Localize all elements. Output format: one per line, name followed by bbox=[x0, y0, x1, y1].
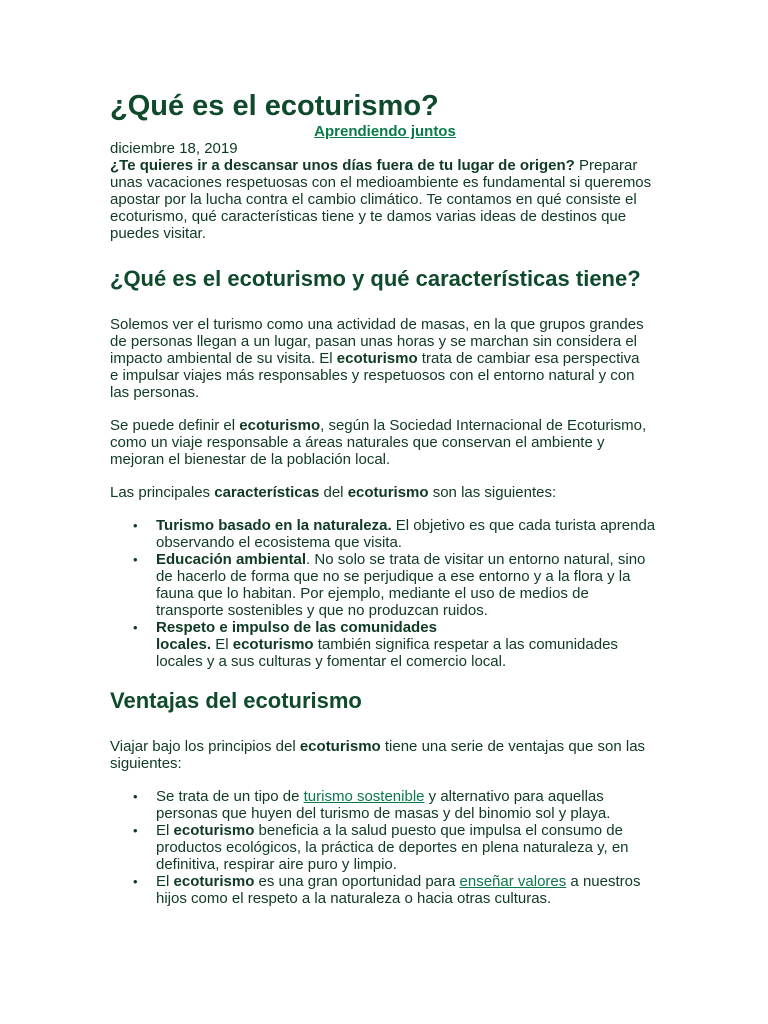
text: Se trata de un tipo de bbox=[156, 788, 304, 805]
teach-values-link[interactable]: enseñar valores bbox=[459, 873, 567, 890]
advantages-list bbox=[110, 788, 656, 907]
author-link[interactable]: Aprendiendo juntos bbox=[314, 123, 456, 140]
section1-paragraph-1 bbox=[110, 316, 650, 401]
text: . No solo se trata de visitar un entorno natural, sino de hacerlo de forma que no se perjudique a ese entorno y a la flora y la fauna que lo habitan. Por ejemplo, mediante el uso de medios de transporte sostenibles y que no produzcan ruidos. bbox=[156, 551, 646, 619]
text: El bbox=[156, 822, 174, 839]
intro-bold: ¿Te quieres ir a descansar unos días fuera de tu lugar de origen? bbox=[110, 157, 575, 174]
text: y alternativo para aquellas personas que huyen del turismo de masas y del binomio sol y playa. bbox=[156, 788, 611, 822]
bold-term: ecoturismo bbox=[347, 484, 429, 501]
list-item bbox=[133, 619, 656, 670]
text: Las principales bbox=[110, 484, 215, 501]
bold-term: Turismo basado en la naturaleza. bbox=[156, 517, 392, 534]
list-item bbox=[133, 517, 656, 551]
section2-paragraph-1 bbox=[110, 738, 650, 772]
text: es una gran oportunidad para bbox=[254, 873, 460, 890]
section1-paragraph-3 bbox=[110, 484, 650, 501]
list-item bbox=[133, 873, 656, 907]
bullet-icon: • bbox=[133, 518, 138, 533]
publish-date: diciembre 18, 2019 bbox=[110, 140, 238, 157]
bold-term: Respeto e impulso de las comunidades bbox=[156, 619, 437, 636]
text: , según la Sociedad Internacional de Ecoturismo, como un viaje responsable a áreas naturales que conservan el ambiente y mejoran el bienestar de la población local. bbox=[110, 417, 647, 468]
bold-term: locales. bbox=[156, 636, 212, 653]
list-item bbox=[133, 551, 656, 619]
text: trata de cambiar esa perspectiva e impulsar viajes más responsables y respetuosos con el entorno natural y con las personas. bbox=[110, 350, 640, 401]
bold-term: ecoturismo bbox=[299, 738, 381, 755]
section-heading-advantages: Ventajas del ecoturismo bbox=[110, 688, 362, 713]
bold-term: Educación ambiental bbox=[156, 551, 307, 568]
text: beneficia a la salud puesto que impulsa el consumo de productos ecológicos, la práctica de deportes en plena naturaleza y, en definitiva, respirar aire puro y limpio. bbox=[156, 822, 629, 873]
bullet-icon: • bbox=[133, 823, 138, 838]
text: tiene una serie de ventajas que son las siguientes: bbox=[110, 738, 646, 772]
bold-term: ecoturismo bbox=[173, 822, 255, 839]
bullet-icon: • bbox=[133, 620, 138, 635]
bullet-icon: • bbox=[133, 552, 138, 567]
bold-term: ecoturismo bbox=[336, 350, 418, 367]
bold-term: ecoturismo bbox=[232, 636, 314, 653]
bold-term: ecoturismo bbox=[239, 417, 321, 434]
text: son las siguientes: bbox=[428, 484, 557, 501]
text: El bbox=[156, 873, 174, 890]
page-title: ¿Qué es el ecoturismo? bbox=[110, 90, 439, 122]
characteristics-list bbox=[110, 517, 656, 670]
bullet-icon: • bbox=[133, 789, 138, 804]
text: Se puede definir el bbox=[110, 417, 240, 434]
text: a nuestros hijos como el respeto a la naturaleza o hacia otras culturas. bbox=[156, 873, 641, 907]
section-heading-definition: ¿Qué es el ecoturismo y qué características tiene? bbox=[110, 266, 641, 291]
sustainable-tourism-link[interactable]: turismo sostenible bbox=[303, 788, 425, 805]
intro-paragraph bbox=[110, 157, 658, 242]
section1-paragraph-2 bbox=[110, 417, 650, 468]
bold-term: características bbox=[214, 484, 320, 501]
intro-text: Preparar unas vacaciones respetuosas con el medioambiente es fundamental si queremos apostar por la lucha contra el cambio climático. Te contamos en qué consiste el ecoturismo, qué características tiene y te damos varias ideas de destinos que puedes visitar. bbox=[110, 157, 652, 242]
text: Viajar bajo los principios del bbox=[110, 738, 300, 755]
text: también significa respetar a las comunidades locales y a sus culturas y fomentar el comercio local. bbox=[156, 636, 618, 670]
list-item bbox=[133, 822, 656, 873]
bullet-icon: • bbox=[133, 874, 138, 889]
author-line bbox=[110, 123, 550, 140]
text: Solemos ver el turismo como una actividad de masas, en la que grupos grandes de personas llegan a un lugar, pasan unas horas y se marchan sin considera el impacto ambiental de su visita. El bbox=[110, 316, 644, 367]
text: del bbox=[319, 484, 348, 501]
list-item bbox=[133, 788, 656, 822]
text: El bbox=[211, 636, 233, 653]
text: El objetivo es que cada turista aprenda observando el ecosistema que visita. bbox=[156, 517, 656, 551]
bold-term: ecoturismo bbox=[173, 873, 255, 890]
